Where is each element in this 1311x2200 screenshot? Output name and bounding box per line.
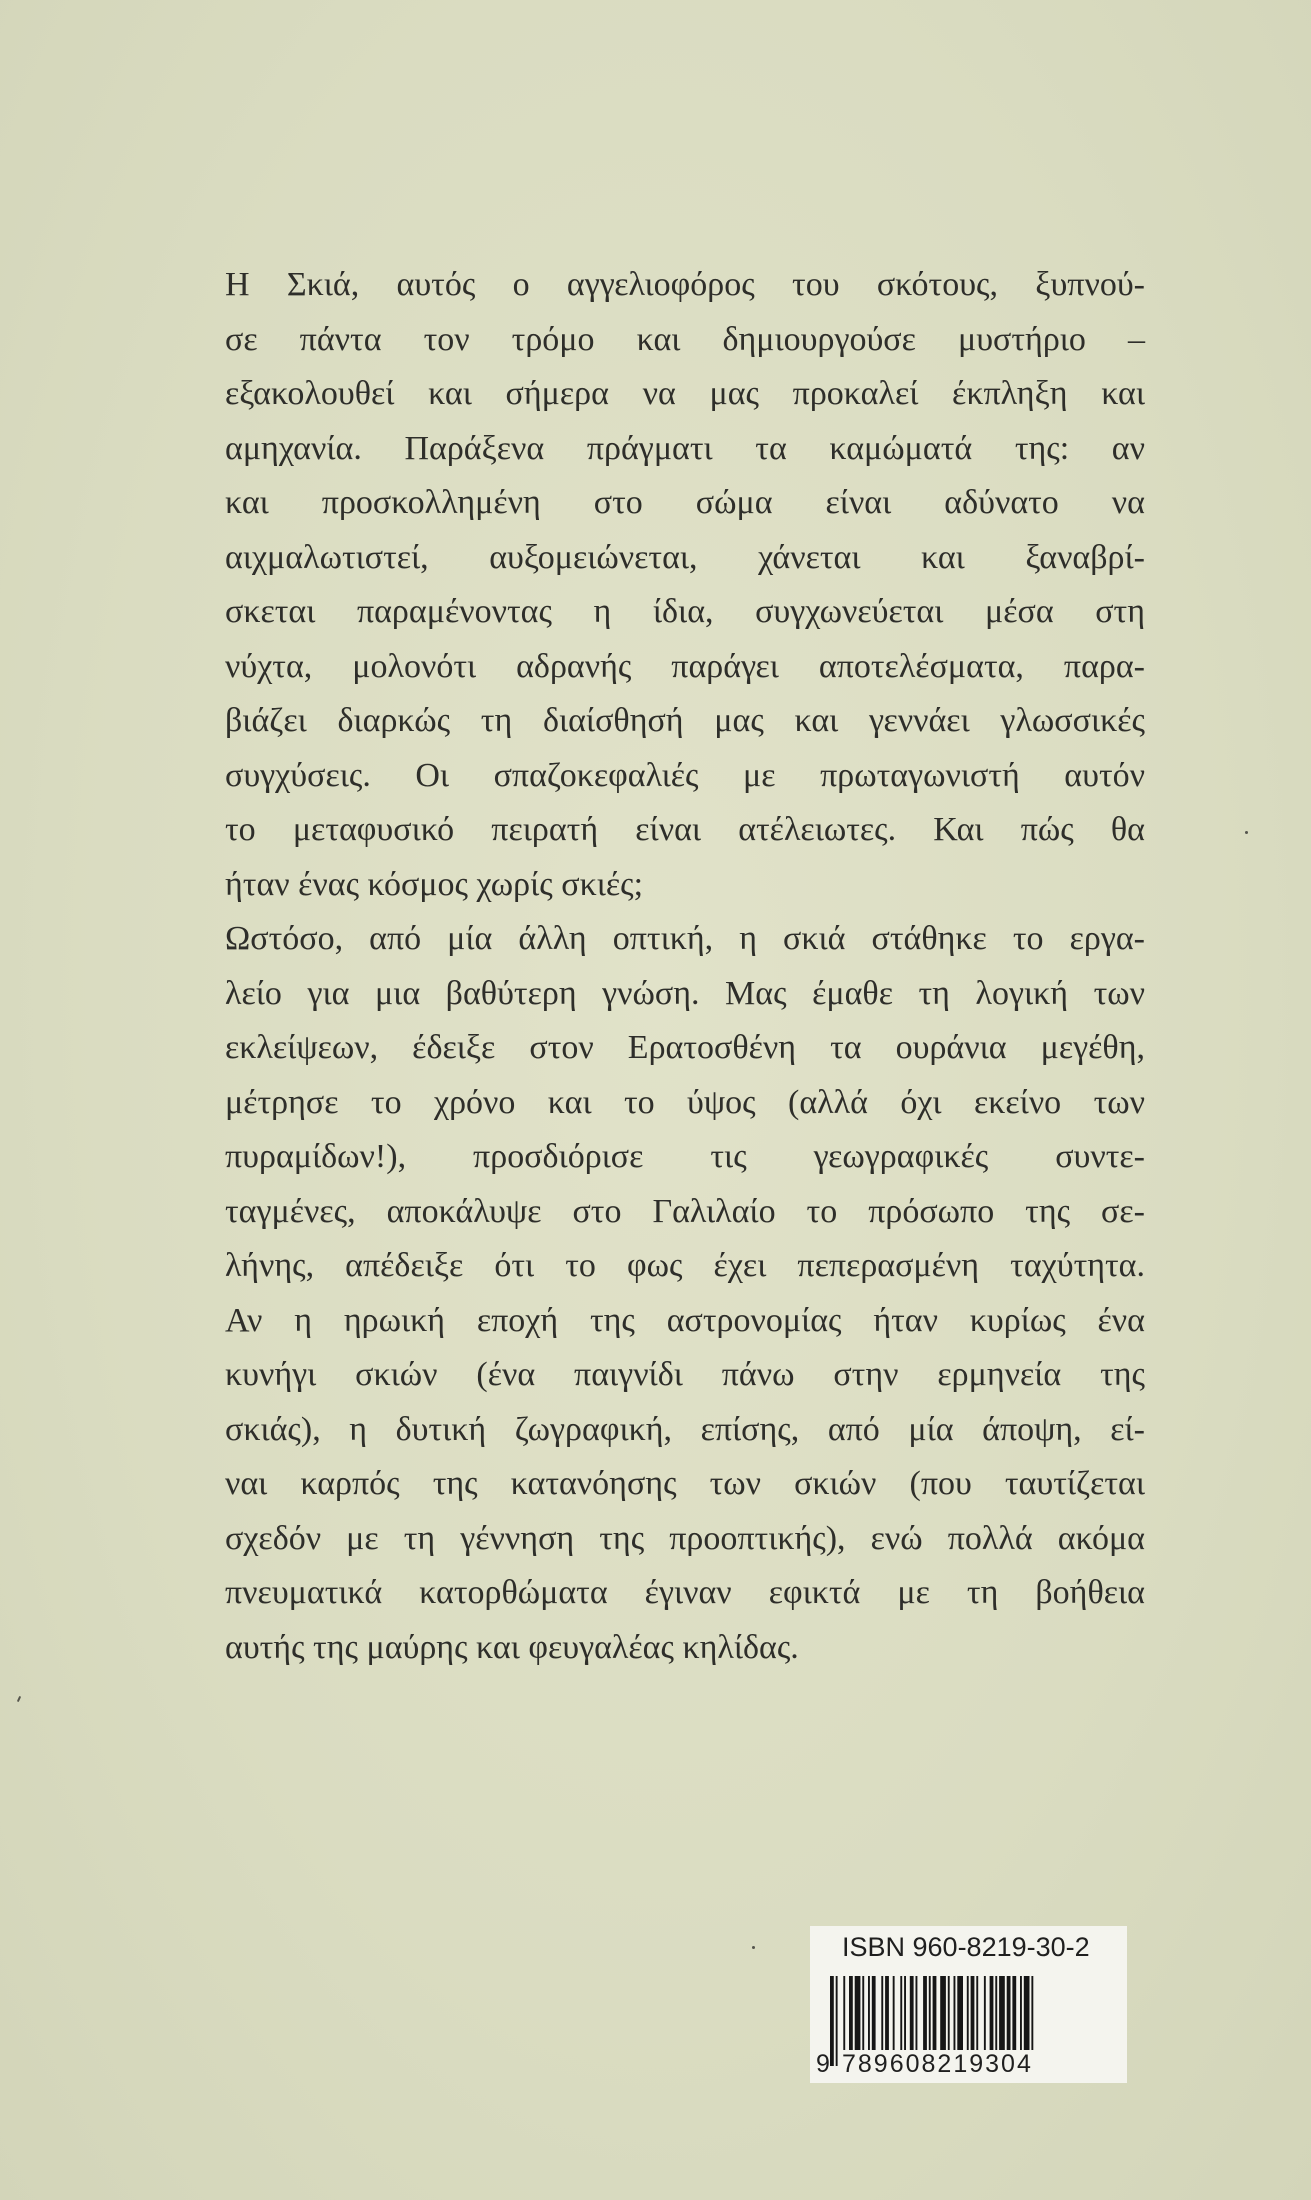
barcode-bar (1020, 1976, 1022, 2052)
blurb-line: Ωστόσο, από μία άλλη οπτική, η σκιά στάθηκε το εργα- (225, 920, 1145, 957)
barcode-bar (881, 1976, 883, 2052)
barcode-bar (872, 1976, 876, 2052)
barcode-bar (1007, 1976, 1011, 2052)
blurb-line: μέτρησε το χρόνο και το ύψος (αλλά όχι εκείνο των (225, 1083, 1145, 1121)
barcode-bar (1024, 1976, 1030, 2052)
barcode-bar (940, 1976, 946, 2052)
barcode-bar (868, 1976, 870, 2052)
blurb-line: αιχμαλωτιστεί, αυξομειώνεται, χάνεται και ξαναβρί- (225, 538, 1145, 576)
barcode-bar (910, 1976, 914, 2052)
barcode-bar (885, 1976, 889, 2052)
barcode-bar (929, 1976, 931, 2052)
barcode-bar (990, 1976, 994, 2052)
blurb-line: βιάζει διαρκώς τη διαίσθησή μας και γεννάει γλωσσικές (225, 702, 1145, 739)
barcode-bar (849, 1976, 853, 2052)
blurb-line: πνευματικά κατορθώματα έγιναν εφικτά με τη βοήθεια (225, 1574, 1145, 1611)
blurb-line: αυτής της μαύρης και φευγαλέας κηλίδας. (225, 1628, 799, 1666)
isbn-number: ISBN 960-8219-30-2 (842, 1932, 1090, 1962)
barcode-bar (1012, 1976, 1016, 2052)
barcode-bar (900, 1976, 902, 2052)
blurb-line: λείο για μια βαθύτερη γνώση. Μας έμαθε τη λογική των (225, 974, 1145, 1012)
blurb-line: αμηχανία. Παράξενα πράγματι τα καμώματά της: αν (225, 429, 1145, 467)
barcode-bar (971, 1976, 975, 2052)
blurb-line: ναι καρπός της κατανόησης των σκιών (που ταυτίζεται (225, 1465, 1145, 1502)
isbn-label (810, 1926, 1127, 2083)
dust-speck (1245, 831, 1248, 834)
dust-speck (17, 1696, 21, 1702)
barcode-bar (893, 1976, 895, 2052)
blurb-line: εκλείψεων, έδειξε στον Ερατοσθένη τα ουράνια μεγέθη, (225, 1029, 1145, 1066)
barcode-bar (843, 1976, 845, 2052)
blurb-line: το μεταφυσικό πειρατή είναι ατέλειωτες. Και πώς θα (225, 811, 1145, 848)
barcode-bar (923, 1976, 927, 2052)
blurb-line: Αν η ηρωική εποχή της αστρονομίας ήταν κυρίως ένα (225, 1301, 1145, 1339)
blurb-line: συγχύσεις. Οι σπαζοκεφαλιές με πρωταγωνιστή αυτόν (225, 756, 1145, 794)
barcode-bar (855, 1976, 861, 2052)
blurb-line: εξακολουθεί και σήμερα να μας προκαλεί έκπληξη και (225, 375, 1145, 412)
blurb-line: νύχτα, μολονότι αδρανής παράγει αποτελέσματα, παρα- (225, 647, 1145, 685)
barcode-bar (916, 1976, 918, 2052)
blurb-text (225, 258, 1145, 1675)
barcode-digits (816, 2050, 1116, 2078)
blurb-line: και προσκολλημένη στο σώμα είναι αδύνατο να (225, 484, 1145, 521)
blurb-line: σκιάς), η δυτική ζωγραφική, επίσης, από μία άποψη, εί- (225, 1410, 1145, 1448)
blurb-line: σε πάντα τον τρόμο και δημιουργούσε μυστήριο – (225, 320, 1145, 358)
barcode-bar (984, 1976, 986, 2052)
blurb-line: λήνης, απέδειξε ότι το φως έχει πεπερασμένη ταχύτητα. (225, 1247, 1145, 1284)
barcode-bar (976, 1976, 978, 2052)
barcode-lead-digit: 9 (816, 2050, 830, 2078)
barcode-bar (904, 1976, 906, 2052)
dust-speck (752, 1946, 755, 1949)
barcode-number: 789608219304 (838, 2050, 1037, 2078)
blurb-line: ταγμένες, αποκάλυψε στο Γαλιλαίο το πρόσωπο της σε- (225, 1192, 1145, 1230)
blurb-line: ήταν ένας κόσμος χωρίς σκιές; (225, 865, 644, 903)
barcode-bar (948, 1976, 950, 2052)
barcode-bar (999, 1976, 1005, 2052)
barcode-bar (954, 1976, 956, 2052)
barcode-bar (967, 1976, 969, 2052)
barcode-bar (862, 1976, 864, 2052)
blurb-line: σχεδόν με τη γέννηση της προοπτικής), ενώ πολλά ακόμα (225, 1519, 1145, 1557)
blurb-line: κυνήγι σκιών (ένα παιγνίδι πάνω στην ερμηνεία της (225, 1356, 1145, 1393)
blurb-line: Η Σκιά, αυτός ο αγγελιοφόρος του σκότους, ξυπνού- (225, 266, 1145, 303)
blurb-line: σκεται παραμένοντας η ίδια, συγχωνεύεται μέσα στη (225, 593, 1145, 630)
barcode-bar (995, 1976, 997, 2052)
barcode-bar (957, 1976, 963, 2052)
blurb-line: πυραμίδων!), προσδιόρισε τις γεωγραφικές συντε- (225, 1138, 1145, 1175)
